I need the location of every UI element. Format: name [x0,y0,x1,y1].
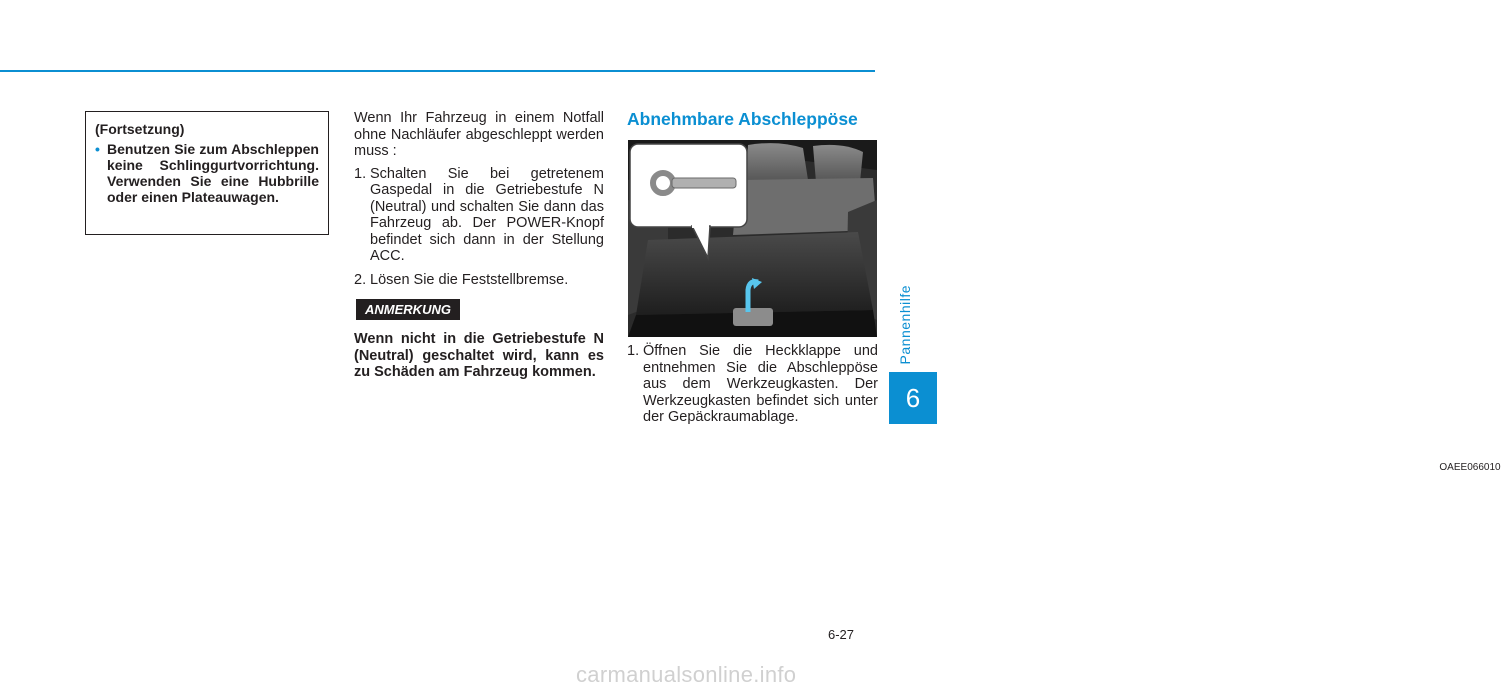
list-item [627,343,878,426]
section-label: Pannenhilfe [897,285,913,365]
step-text: Lösen Sie die Feststellbremse. [370,271,569,288]
column-2 [354,110,604,295]
intro-paragraph: Wenn Ihr Fahrzeug in einem Notfall ohne Nachläufer abgeschleppt werden muss : [354,110,604,159]
chapter-tab[interactable]: 6 [889,372,937,424]
page-number: 6-27 [828,627,855,642]
step-number: 1. [354,165,367,182]
removal-steps-list [627,343,878,426]
step-number: 1. [627,343,640,359]
cargo-floor [636,232,873,315]
trunk-illustration [628,140,877,337]
floor-handle [733,308,773,326]
headrest-left [746,143,808,182]
step-text: Schalten Sie bei getretenem Gaspedal in die Getriebestufe N (Neutral) und schalten Sie dann das Fahrzeug ab. Der POWER-Knopf befindet sich dann in der Stellung ACC. [370,165,604,264]
figure-code: OAEE066010 [1435,461,1505,475]
continuation-note-box [85,111,329,235]
list-item [354,166,604,265]
headrest-right [813,145,863,182]
note-warning-text: Wenn nicht in die Getriebestufe N (Neutral) geschaltet wird, kann es zu Schäden am Fahrzeug kommen. [354,331,604,380]
note-bullet-text: Benutzen Sie zum Abschleppen keine Schlinggurtvorrichtung. Verwenden Sie eine Hubbrille oder einen Plateauwagen. [107,141,319,205]
step-text: Öffnen Sie die Heckklappe und entnehmen Sie die Abschleppöse aus dem Werkzeugkasten. Der Werkzeugkasten befindet sich unter der Gepäckraumablage. [643,343,878,425]
header-rule [0,70,875,72]
section-title: Abnehmbare Abschleppöse [627,109,858,129]
column-3 [627,343,878,426]
towing-steps-list [354,166,604,289]
note-bullet-item [95,141,319,205]
callout-join [692,222,709,228]
watermark: carmanualsonline.info [576,662,797,687]
note-label-badge: ANMERKUNG [356,299,460,320]
note-heading: (Fortsetzung) [95,121,185,137]
bullet-dot-icon: • [95,141,100,157]
list-item [354,272,604,289]
tow-hook-shaft [672,178,736,188]
step-number: 2. [354,271,367,288]
